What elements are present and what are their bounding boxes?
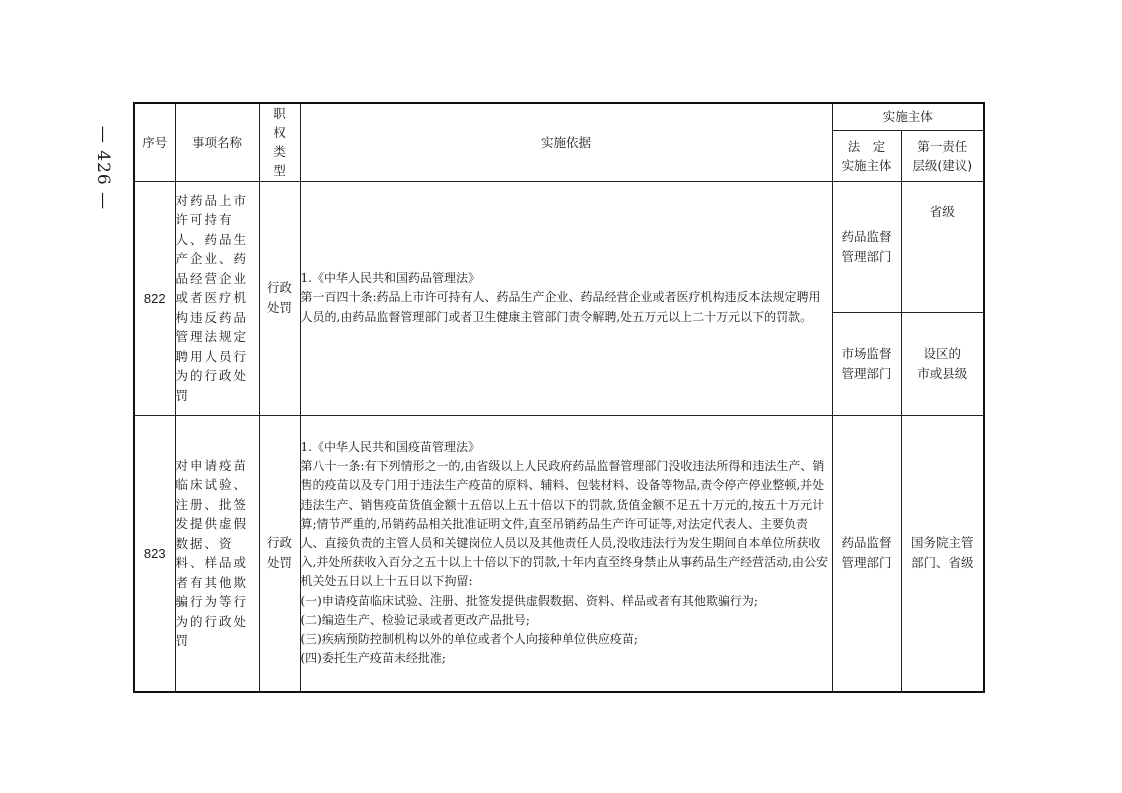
responsible-level-cell xyxy=(901,415,984,692)
basis-text: 第八十一条:有下列情形之一的,由省级以上人民政府药品监督管理部门没收违法所得和违法生产、销售的疫苗以及专门用于违法生产疫苗的原料、辅料、包装材料、设备等物品,责令停产停业整顿,并处违法生产、销售疫苗货值金额十五倍以上五十倍以下的罚款,货值金额不足五十万元的,按五十万元计算;情节严重的,吊销药品相关批准证明文件,直至吊销药品生产许可证等,对法定代表人、主要负责人、直接负责的主管人员和关键岗位人员以及其他责任人员,没收违法行为发生期间自本单位所获收入,并处所获收入百分之五十以上十倍以下的罚款,十年内直至终身禁止从事药品生产经营活动,由公安机关处五日以上十五日以下拘留: xyxy=(300,459,828,589)
basis-title: 1.《中华人民共和国药品管理法》 xyxy=(300,271,480,286)
header-legal-subject xyxy=(832,130,901,181)
basis-item: (四)委托生产疫苗未经批准; xyxy=(300,651,446,666)
row-seq: 823 xyxy=(134,415,175,692)
header-basis: 实施依据 xyxy=(300,103,832,181)
legal-subject-cell xyxy=(832,415,901,692)
row-basis xyxy=(300,181,832,415)
table-row xyxy=(134,181,984,312)
row-item-name: 对药品上市许可持有人、药品生产企业、药品经营企业或者医疗机构违反药品管理法规定聘用人员行为的行政处罚 xyxy=(175,181,259,415)
legal-subject: 市场监督 管理部门 xyxy=(841,345,892,381)
basis-item: (三)疾病预防控制机构以外的单位或者个人向接种单位供应疫苗; xyxy=(300,632,638,647)
responsible-level: 国务院主管 部门、省级 xyxy=(911,535,974,571)
legal-subject: 药品监督 管理部门 xyxy=(841,535,892,571)
basis-text: 第一百四十条:药品上市许可持有人、药品生产企业、药品经营企业或者医疗机构违反本法规定聘用人员的,由药品监督管理部门或者卫生健康主管部门责令解聘,处五万元以上二十万元以下的罚款。 xyxy=(300,290,821,324)
responsible-level: 设区的 市或县级 xyxy=(917,345,968,381)
basis-item: (二)编造生产、检验记录或者更改产品批号; xyxy=(300,612,530,627)
header-legal-subject-label: 法 定 实施主体 xyxy=(841,138,892,173)
row-item-name: 对申请疫苗临床试验、注册、批签发提供虚假数据、资料、样品或者有其他欺骗行为等行为的行政处罚 xyxy=(175,415,259,692)
legal-subject-cell xyxy=(832,312,901,415)
header-row-top xyxy=(134,103,984,130)
header-name: 事项名称 xyxy=(175,103,259,181)
legal-subject-cell xyxy=(832,181,901,312)
responsible-level: 省级 xyxy=(929,203,955,219)
header-type-label: 职权类型 xyxy=(273,106,286,179)
basis-item: (一)申请疫苗临床试验、注册、批签发提供虚假数据、资料、样品或者有其他欺骗行为; xyxy=(300,593,758,608)
header-first-responsible xyxy=(901,130,984,181)
header-subject-group: 实施主体 xyxy=(832,103,984,130)
page-number-text: — 426 — xyxy=(93,125,114,211)
row-power-type-label: 行政 处罚 xyxy=(266,280,292,315)
table-row xyxy=(134,415,984,692)
row-seq: 822 xyxy=(134,181,175,415)
header-type xyxy=(259,103,300,181)
header-seq: 序号 xyxy=(134,103,175,181)
responsible-level-cell xyxy=(901,181,984,312)
row-basis xyxy=(300,415,832,692)
powers-table xyxy=(133,102,985,693)
page-number xyxy=(88,120,118,216)
basis-title: 1.《中华人民共和国疫苗管理法》 xyxy=(300,440,480,455)
row-power-type-label: 行政 处罚 xyxy=(266,535,292,571)
header-first-responsible-label: 第一责任 层级(建议) xyxy=(912,138,973,173)
responsible-level-cell xyxy=(901,312,984,415)
legal-subject: 药品监督 管理部门 xyxy=(841,228,892,264)
row-power-type xyxy=(259,181,300,415)
row-power-type xyxy=(259,415,300,692)
